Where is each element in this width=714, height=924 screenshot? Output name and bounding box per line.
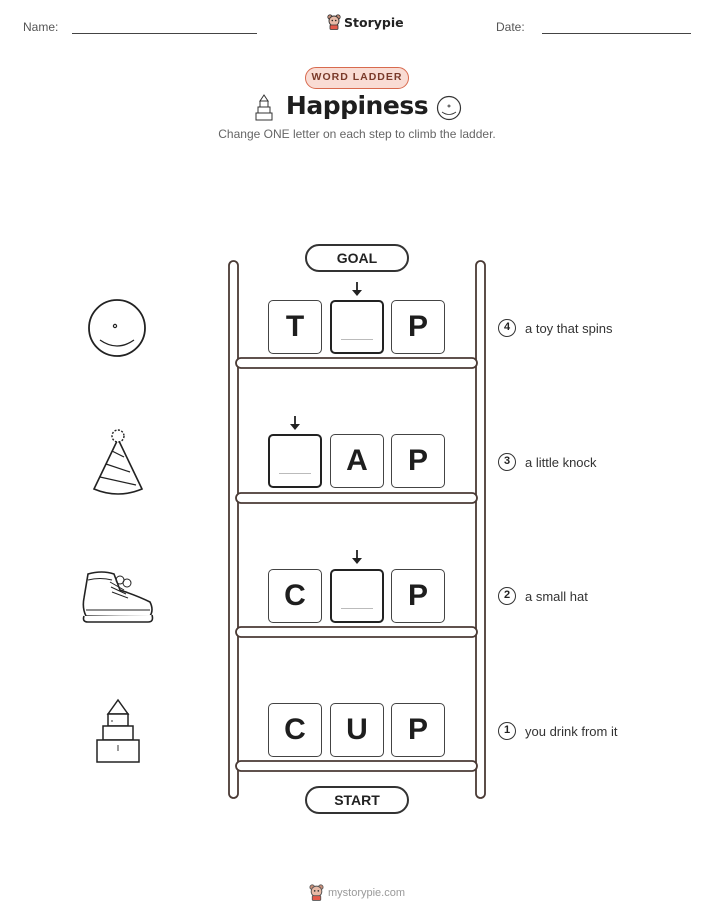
bear-logo-icon [309, 884, 324, 901]
letter-tile: T [268, 300, 322, 354]
letter-tile: C [268, 569, 322, 623]
clue-text: you drink from it [525, 723, 618, 739]
ladder-rung-3 [236, 493, 477, 503]
letter-tile: P [391, 569, 445, 623]
party-hat-icon [90, 427, 146, 497]
page-title: Happiness [285, 91, 429, 120]
blank-letter-tile[interactable] [330, 569, 384, 623]
instructions: Change ONE letter on each step to climb the ladder. [218, 127, 496, 141]
clue-number: 4 [498, 319, 516, 337]
down-arrow-icon [288, 415, 302, 431]
spinning-top-icon [86, 297, 148, 359]
letter-tile: P [391, 703, 445, 757]
blank-letter-tile[interactable] [268, 434, 322, 488]
brand-name: Storypie [344, 14, 404, 30]
letter-tile: A [330, 434, 384, 488]
word-ladder-badge: WORD LADDER [305, 67, 409, 89]
ladder-right-rail [476, 261, 485, 798]
down-arrow-icon [350, 549, 364, 565]
start-label: START [305, 786, 409, 814]
ladder-rung-1 [236, 761, 477, 771]
goal-label: GOAL [305, 244, 409, 272]
date-label: Date: [496, 20, 525, 34]
blank-letter-tile[interactable] [330, 300, 384, 354]
footer-url[interactable]: mystorypie.com [328, 886, 406, 899]
clue-4 [498, 319, 612, 337]
footer [309, 884, 405, 901]
stacked-blocks-icon [94, 696, 142, 766]
letter-tile: U [330, 703, 384, 757]
ladder-left-rail [229, 261, 238, 798]
clue-number: 2 [498, 587, 516, 605]
shoe-icon [80, 568, 156, 626]
clue-text: a small hat [525, 588, 588, 604]
clue-text: a little knock [525, 454, 597, 470]
clue-number: 1 [498, 722, 516, 740]
letter-tile: P [391, 434, 445, 488]
clue-3 [498, 453, 597, 471]
letter-tile: P [391, 300, 445, 354]
name-label: Name: [23, 20, 59, 34]
clue-2 [498, 587, 588, 605]
clue-text: a toy that spins [525, 320, 613, 336]
clue-1 [498, 722, 617, 740]
ladder-rung-4 [236, 358, 477, 368]
ladder-rung-2 [236, 627, 477, 637]
letter-tile: C [268, 703, 322, 757]
down-arrow-icon [350, 281, 364, 297]
clue-number: 3 [498, 453, 516, 471]
